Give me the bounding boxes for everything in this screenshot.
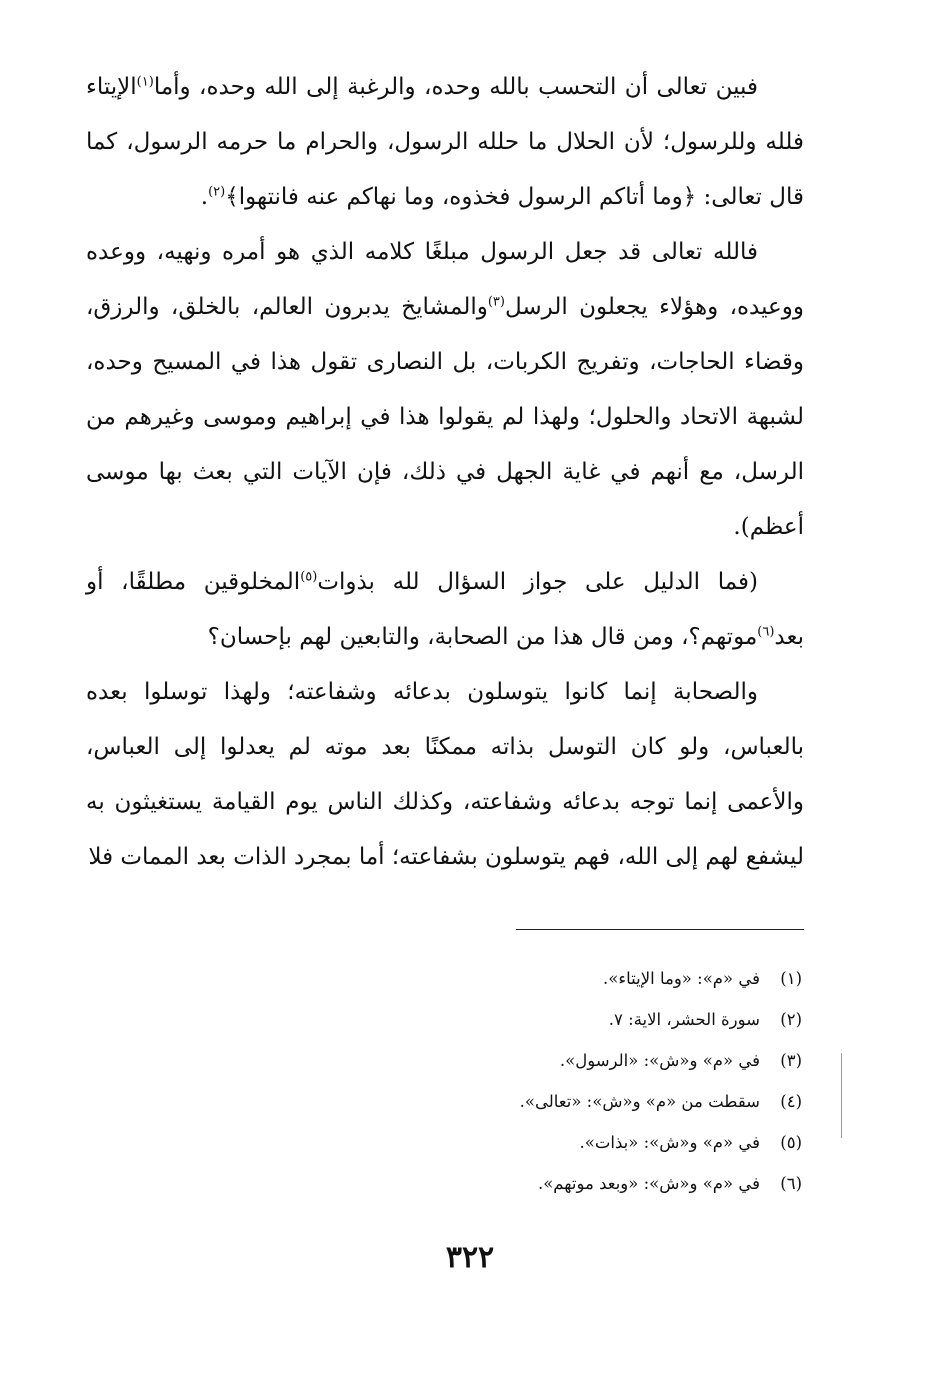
paragraph-2-text-b: والمشايخ يدبرون العالم، بالخلق، والرزق، وقضاء الحاجات، وتفريج الكربات، بل النصارى تقول هذا في المسيح وحده، لشبهة الاتحاد والحلول؛ ولهذا لم يقولوا هذا في إبراهيم وموسى وغيرهم من الرسل، مع أنهم في غاية الجهل في ذلك، فإن الآيات التي بعث بها موسى أعظم). — [86, 294, 804, 540]
footnote-text: في «م»: «وما الإيتاء». — [603, 969, 760, 988]
footnote-number: (٢) — [780, 1010, 802, 1029]
footnote-item — [402, 1163, 802, 1204]
footnote-ref-3: (٣) — [487, 294, 505, 310]
footnote-ref-2: (٢) — [208, 184, 226, 200]
footnote-number: (١) — [780, 969, 802, 988]
footnote-text: في «م» و«ش»: «الرسول». — [559, 1051, 760, 1070]
footnote-ref-1: (١) — [136, 74, 154, 90]
footnote-number: (٣) — [780, 1051, 802, 1070]
footnote-number: (٥) — [780, 1133, 802, 1152]
footnote-text: في «م» و«ش»: «بذات». — [579, 1133, 760, 1152]
footnote-item — [402, 1122, 802, 1163]
paragraph-3-text-b: المخلوقين مطلقًا، أو بعد — [86, 569, 804, 650]
footnote-item — [402, 1081, 802, 1122]
paragraph-1-text-a: فبين تعالى أن التحسب بالله وحده، والرغبة إلى الله وحده، وأما — [153, 74, 758, 100]
paragraph-1 — [86, 60, 804, 225]
paragraph-3-text-c: موتهم؟، ومن قال هذا من الصحابة، والتابعين لهم بإحسان؟ — [207, 624, 758, 650]
main-text — [86, 60, 804, 885]
footnote-text: سقطت من «م» و«ش»: «تعالى». — [519, 1092, 760, 1111]
paragraph-3 — [86, 555, 804, 665]
paragraph-2 — [86, 225, 804, 555]
paragraph-1-text-c: . — [200, 184, 209, 210]
footnote-number: (٦) — [780, 1174, 802, 1193]
scan-margin-line — [841, 1053, 842, 1138]
paragraph-4: والصحابة إنما كانوا يتوسلون بدعائه وشفاعته؛ ولهذا توسلوا بعده بالعباس، ولو كان التوسل بذاته ممكنًا بعد موته لم يعدلوا إلى العباس، والأعمى إنما توجه بدعائه وشفاعته، وكذلك الناس يوم القيامة يستغيثون به ليشفع لهم إلى الله، فهم يتوسلون بشفاعته؛ أما بمجرد الذات بعد الممات فلا — [86, 679, 804, 870]
footnote-list — [402, 958, 802, 1204]
footnote-number: (٤) — [780, 1092, 802, 1111]
paragraph-3-text-a: (فما الدليل على جواز السؤال لله بذوات — [317, 569, 759, 595]
paragraph-1-text-b: الإيتاء فلله وللرسول؛ لأن الحلال ما حلله الرسول، والحرام ما حرمه الرسول، كما قال تعالى: ﴿وما أتاكم الرسول فخذوه، وما نهاكم عنه فانتهوا﴾ — [86, 74, 804, 210]
footnote-ref-5: (٥) — [300, 569, 318, 585]
footnote-item — [402, 999, 802, 1040]
footnote-ref-6: (٦) — [757, 624, 775, 640]
footnote-item — [402, 958, 802, 999]
footnote-text: سورة الحشر، الاية: ٧. — [608, 1010, 760, 1029]
page-number: ٣٢٢ — [445, 1240, 495, 1275]
paragraph-2-text-a: فالله تعالى قد جعل الرسول مبلغًا كلامه الذي هو أمره ونهيه، ووعده ووعيده، وهؤلاء يجعلون الرسل — [86, 239, 804, 320]
footnote-item — [402, 1040, 802, 1081]
footnote-text: في «م» و«ش»: «وبعد موتهم». — [537, 1174, 760, 1193]
footnote-separator — [516, 929, 804, 930]
